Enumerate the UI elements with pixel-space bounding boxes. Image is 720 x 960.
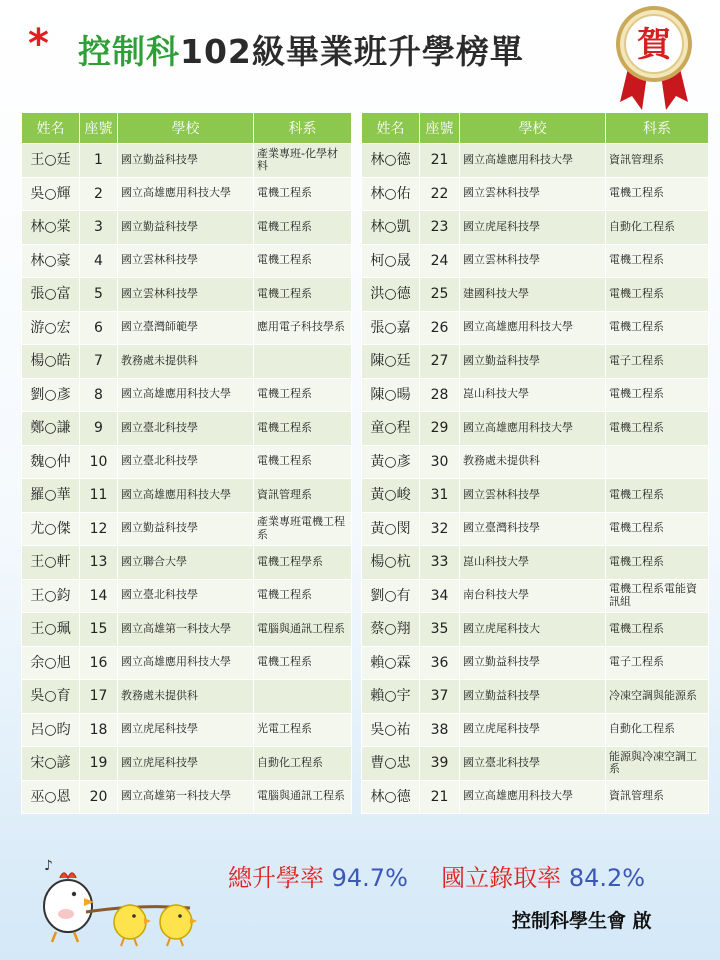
seat-number: 27 (420, 345, 460, 379)
school-name: 國立高雄應用科技大學 (118, 177, 254, 211)
department-name: 電機工程系 (254, 177, 352, 211)
student-name: 吳○輝 (22, 177, 80, 211)
student-name: 吳○祐 (362, 713, 420, 747)
seat-number: 35 (420, 613, 460, 647)
department-name: 電機工程系 (254, 278, 352, 312)
table-row (362, 512, 709, 546)
student-name: 林○凱 (362, 211, 420, 245)
school-name: 國立臺北科技學 (118, 445, 254, 479)
school-name: 南台科技大學 (460, 579, 606, 613)
department-name: 資訊管理系 (254, 479, 352, 513)
seat-number: 15 (80, 613, 118, 647)
school-name: 國立高雄應用科技大學 (118, 479, 254, 513)
school-name: 國立臺北科技學 (460, 747, 606, 781)
rate-value: 94.7% (331, 864, 408, 892)
table-row (362, 479, 709, 513)
table-row (362, 311, 709, 345)
student-name: 劉○彥 (22, 378, 80, 412)
table-row (362, 646, 709, 680)
school-name: 國立臺北科技學 (118, 412, 254, 446)
table-body-right (362, 144, 709, 814)
table-row (22, 445, 352, 479)
school-name: 國立虎尾科技學 (460, 211, 606, 245)
svg-text:♪: ♪ (44, 858, 53, 874)
seat-number: 14 (80, 579, 118, 613)
header-school: 學校 (460, 113, 606, 144)
seat-number: 8 (80, 378, 118, 412)
school-name: 國立勤益科技學 (460, 680, 606, 714)
student-name: 張○嘉 (362, 311, 420, 345)
seat-number: 25 (420, 278, 460, 312)
school-name: 國立臺灣科技學 (460, 512, 606, 546)
seat-number: 22 (420, 177, 460, 211)
school-name: 國立聯合大學 (118, 546, 254, 580)
school-name: 教務處未提供科 (118, 345, 254, 379)
department-name: 資訊管理系 (606, 144, 709, 178)
department-name: 電機工程系 (254, 445, 352, 479)
student-name: 尤○傑 (22, 512, 80, 546)
student-name: 楊○杭 (362, 546, 420, 580)
student-name: 鄭○謙 (22, 412, 80, 446)
table-row (362, 680, 709, 714)
seat-number: 7 (80, 345, 118, 379)
school-name: 國立虎尾科技大 (460, 613, 606, 647)
rate-label: 總升學率 (228, 864, 324, 892)
student-name: 王○珮 (22, 613, 80, 647)
school-name: 國立雲林科技學 (118, 278, 254, 312)
student-name: 林○棠 (22, 211, 80, 245)
department-name: 自動化工程系 (254, 747, 352, 781)
student-name: 魏○仲 (22, 445, 80, 479)
table-row (362, 780, 709, 814)
department-name: 資訊管理系 (606, 780, 709, 814)
department-name: 電機工程系 (606, 412, 709, 446)
department-name: 電機工程系 (606, 177, 709, 211)
school-name: 國立雲林科技學 (460, 244, 606, 278)
school-name: 建國科技大學 (460, 278, 606, 312)
seat-number: 31 (420, 479, 460, 513)
table-row (22, 211, 352, 245)
table-row (22, 546, 352, 580)
student-name: 黃○彥 (362, 445, 420, 479)
school-name: 教務處未提供科 (118, 680, 254, 714)
department-name: 電機工程系 (606, 512, 709, 546)
table-row (22, 646, 352, 680)
table-row (22, 311, 352, 345)
seat-number: 16 (80, 646, 118, 680)
student-name: 柯○晟 (362, 244, 420, 278)
header-dept: 科系 (606, 113, 709, 144)
department-name: 電機工程系 (606, 244, 709, 278)
school-name: 國立高雄應用科技大學 (460, 780, 606, 814)
table-row (22, 479, 352, 513)
school-name: 國立虎尾科技學 (460, 713, 606, 747)
seat-number: 18 (80, 713, 118, 747)
school-name: 國立高雄應用科技大學 (460, 144, 606, 178)
school-name: 國立高雄應用科技大學 (118, 646, 254, 680)
table-row (362, 747, 709, 781)
department-name: 電機工程學系 (254, 546, 352, 580)
table-row (362, 713, 709, 747)
title-star: * (28, 21, 49, 67)
student-name: 林○德 (362, 780, 420, 814)
table-row (362, 445, 709, 479)
seat-number: 33 (420, 546, 460, 580)
student-name: 陳○廷 (362, 345, 420, 379)
page-title (78, 34, 524, 70)
department-name: 電機工程系 (606, 311, 709, 345)
title-department: 控制科 (78, 32, 180, 71)
table-row (22, 780, 352, 814)
department-name: 自動化工程系 (606, 713, 709, 747)
department-name: 電機工程系 (254, 211, 352, 245)
table-row (22, 747, 352, 781)
department-name: 能源與冷凍空調工系 (606, 747, 709, 781)
table-row (22, 713, 352, 747)
student-name: 陳○暘 (362, 378, 420, 412)
school-name: 國立臺北科技學 (118, 579, 254, 613)
student-name: 黃○閔 (362, 512, 420, 546)
table-row (22, 177, 352, 211)
table-row (362, 345, 709, 379)
seat-number: 21 (420, 144, 460, 178)
header-seat: 座號 (80, 113, 118, 144)
school-name: 國立高雄應用科技大學 (118, 378, 254, 412)
seat-number: 13 (80, 546, 118, 580)
seat-number: 9 (80, 412, 118, 446)
department-name (606, 445, 709, 479)
table-row (22, 278, 352, 312)
seat-number: 2 (80, 177, 118, 211)
department-name: 電機工程系電能資訊組 (606, 579, 709, 613)
table-row (22, 378, 352, 412)
school-name: 國立臺灣師範學 (118, 311, 254, 345)
seat-number: 21 (420, 780, 460, 814)
student-name: 王○廷 (22, 144, 80, 178)
student-name: 童○程 (362, 412, 420, 446)
department-name: 電機工程系 (254, 579, 352, 613)
department-name: 電機工程系 (606, 546, 709, 580)
table-row (362, 144, 709, 178)
school-name: 國立勤益科技學 (460, 345, 606, 379)
school-name: 國立高雄第一科技大學 (118, 613, 254, 647)
seat-number: 19 (80, 747, 118, 781)
department-name: 電腦與通訊工程系 (254, 613, 352, 647)
table-row (22, 345, 352, 379)
department-name: 電機工程系 (606, 378, 709, 412)
student-name: 林○德 (362, 144, 420, 178)
student-name: 賴○霖 (362, 646, 420, 680)
department-name: 電機工程系 (606, 613, 709, 647)
seat-number: 6 (80, 311, 118, 345)
seat-number: 38 (420, 713, 460, 747)
table-row (22, 512, 352, 546)
seat-number: 10 (80, 445, 118, 479)
table-row (22, 244, 352, 278)
department-name: 電腦與通訊工程系 (254, 780, 352, 814)
school-name: 崑山科技大學 (460, 378, 606, 412)
seat-number: 36 (420, 646, 460, 680)
department-name: 電機工程系 (254, 244, 352, 278)
table-header-row (22, 113, 352, 144)
student-name: 呂○昀 (22, 713, 80, 747)
table-row (362, 613, 709, 647)
student-name: 劉○有 (362, 579, 420, 613)
seat-number: 23 (420, 211, 460, 245)
seat-number: 37 (420, 680, 460, 714)
school-name: 國立勤益科技學 (118, 512, 254, 546)
student-name: 吳○育 (22, 680, 80, 714)
student-name: 王○鈞 (22, 579, 80, 613)
school-name: 國立雲林科技學 (460, 479, 606, 513)
seat-number: 5 (80, 278, 118, 312)
department-name: 電機工程系 (606, 479, 709, 513)
school-name: 國立高雄第一科技大學 (118, 780, 254, 814)
student-name: 洪○德 (362, 278, 420, 312)
seat-number: 32 (420, 512, 460, 546)
results-table-left (21, 112, 352, 814)
student-name: 黃○峻 (362, 479, 420, 513)
red-ribbon-seal-icon (612, 2, 696, 112)
student-name: 宋○諺 (22, 747, 80, 781)
table-row (362, 278, 709, 312)
school-name: 國立雲林科技學 (460, 177, 606, 211)
school-name: 國立高雄應用科技大學 (460, 311, 606, 345)
school-name: 國立勤益科技學 (118, 211, 254, 245)
national-rate-value: 84.2% (568, 864, 646, 892)
header-name: 姓名 (22, 113, 80, 144)
school-name: 國立雲林科技學 (118, 244, 254, 278)
department-name: 電機工程系 (254, 646, 352, 680)
department-name (254, 345, 352, 379)
school-name: 教務處未提供科 (460, 445, 606, 479)
seal-text: 賀 (637, 25, 671, 65)
student-name: 張○富 (22, 278, 80, 312)
student-name: 林○佑 (362, 177, 420, 211)
table-row (22, 680, 352, 714)
admission-stats (228, 864, 645, 893)
seat-number: 17 (80, 680, 118, 714)
student-name: 蔡○翔 (362, 613, 420, 647)
school-name: 國立勤益科技學 (118, 144, 254, 178)
header-school: 學校 (118, 113, 254, 144)
chicken-and-chicks-icon (30, 848, 210, 948)
student-name: 王○軒 (22, 546, 80, 580)
seat-number: 26 (420, 311, 460, 345)
seat-number: 11 (80, 479, 118, 513)
table-row (22, 579, 352, 613)
seat-number: 4 (80, 244, 118, 278)
national-rate-label: 國立錄取率 (441, 864, 562, 892)
table-header-row (362, 113, 709, 144)
table-row (362, 211, 709, 245)
department-name: 冷凍空調與能源系 (606, 680, 709, 714)
title-main: 102級畢業班升學榜單 (180, 32, 524, 71)
student-name: 賴○宇 (362, 680, 420, 714)
department-name: 電機工程系 (254, 412, 352, 446)
signature: 控制科學生會 啟 (512, 910, 652, 932)
student-name: 曹○忠 (362, 747, 420, 781)
table-row (362, 378, 709, 412)
seat-number: 29 (420, 412, 460, 446)
student-name: 林○豪 (22, 244, 80, 278)
table-row (362, 412, 709, 446)
department-name: 光電工程系 (254, 713, 352, 747)
department-name: 自動化工程系 (606, 211, 709, 245)
seat-number: 3 (80, 211, 118, 245)
department-name: 應用電子科技學系 (254, 311, 352, 345)
seat-number: 24 (420, 244, 460, 278)
student-name: 羅○華 (22, 479, 80, 513)
school-name: 崑山科技大學 (460, 546, 606, 580)
header-name: 姓名 (362, 113, 420, 144)
seat-number: 28 (420, 378, 460, 412)
student-name: 楊○皓 (22, 345, 80, 379)
school-name: 國立勤益科技學 (460, 646, 606, 680)
seat-number: 1 (80, 144, 118, 178)
department-name: 電子工程系 (606, 345, 709, 379)
seat-number: 34 (420, 579, 460, 613)
table-body-left (22, 144, 352, 814)
student-name: 游○宏 (22, 311, 80, 345)
header-dept: 科系 (254, 113, 352, 144)
table-row (362, 546, 709, 580)
seat-number: 30 (420, 445, 460, 479)
table-row (22, 412, 352, 446)
department-name: 產業專班-化學材料 (254, 144, 352, 178)
seat-number: 20 (80, 780, 118, 814)
student-name: 余○旭 (22, 646, 80, 680)
school-name: 國立虎尾科技學 (118, 713, 254, 747)
department-name: 電機工程系 (254, 378, 352, 412)
department-name: 電機工程系 (606, 278, 709, 312)
table-row (362, 244, 709, 278)
table-row (362, 177, 709, 211)
school-name: 國立高雄應用科技大學 (460, 412, 606, 446)
student-name: 巫○恩 (22, 780, 80, 814)
seat-number: 12 (80, 512, 118, 546)
department-name: 產業專班電機工程系 (254, 512, 352, 546)
seat-number: 39 (420, 747, 460, 781)
table-row (22, 144, 352, 178)
school-name: 國立虎尾科技學 (118, 747, 254, 781)
table-row (22, 613, 352, 647)
results-table-right (361, 112, 709, 814)
department-name: 電子工程系 (606, 646, 709, 680)
department-name (254, 680, 352, 714)
header-seat: 座號 (420, 113, 460, 144)
table-row (362, 579, 709, 613)
